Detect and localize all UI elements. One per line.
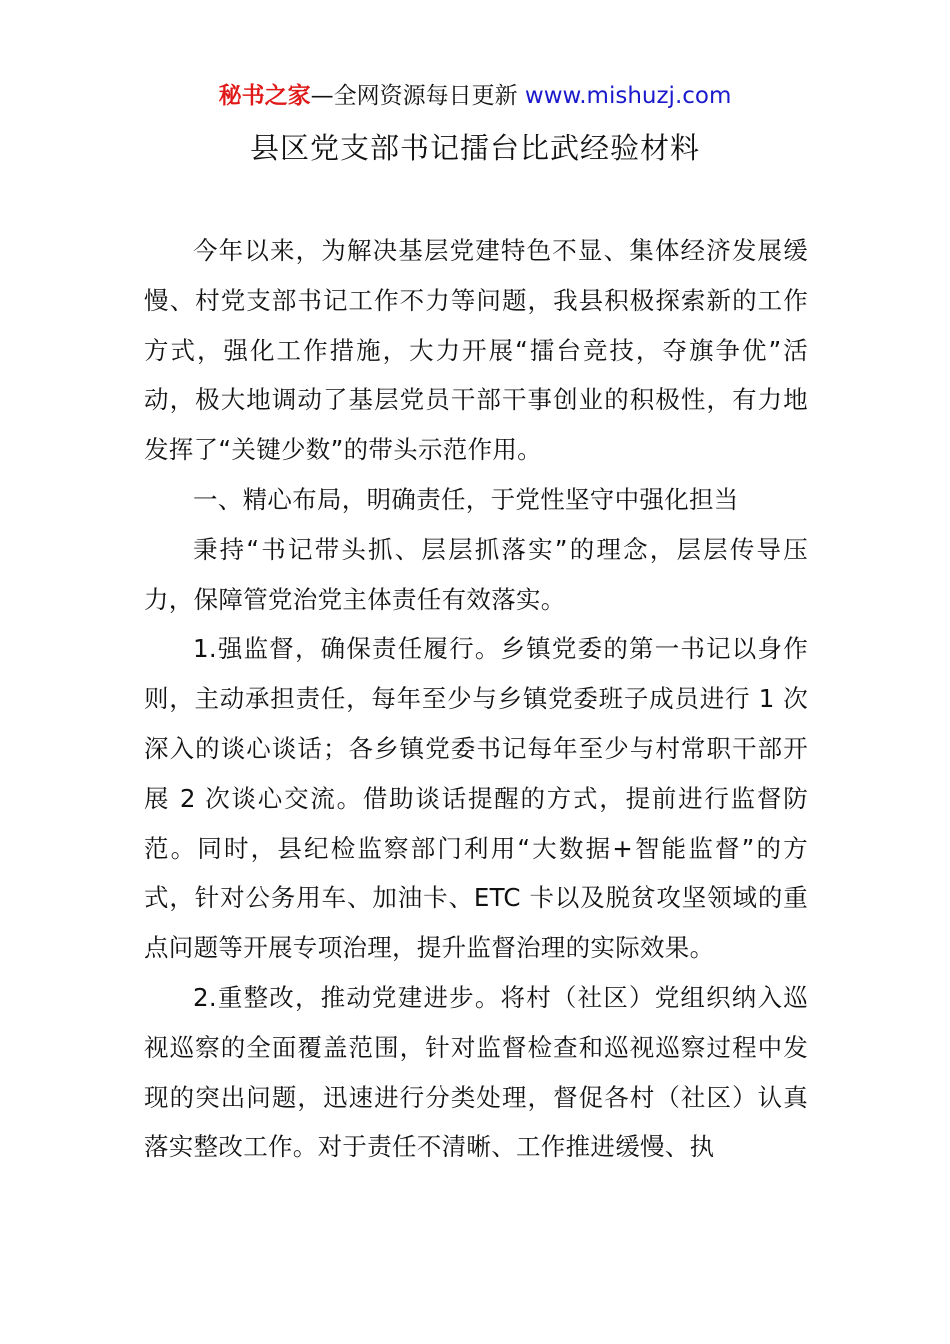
- paragraph-section-1-intro: 秉持“书记带头抓、层层抓落实”的理念，层层传导压力，保障管党治党主体责任有效落实。: [144, 534, 808, 614]
- site-url-link[interactable]: www.mishuzj.com: [524, 83, 732, 109]
- site-name: 秘书之家: [218, 83, 311, 109]
- document-body: [144, 226, 808, 1172]
- paragraph-intro: 今年以来，为解决基层党建特色不显、集体经济发展缓慢、村党支部书记工作不力等问题，我县积极探索新的工作方式，强化工作措施，大力开展“擂台竞技，夺旗争优”活动，极大地调动了基层党员干部干事创业的积极性，有力地发挥了“关键少数”的带头示范作用。: [144, 236, 808, 465]
- site-header: [0, 80, 950, 112]
- paragraph-item-2: 2.重整改，推动党建进步。将村（社区）党组织纳入巡视巡察的全面覆盖范围，针对监督检查和巡视巡察过程中发现的突出问题，迅速进行分类处理，督促各村（社区）认真落实整改工作。对于责任不清晰、工作推进缓慢、执: [144, 982, 808, 1162]
- document-title: 县区党支部书记擂台比武经验材料: [249, 131, 700, 165]
- section-heading-1: 一、精心布局，明确责任，于党性坚守中强化担当: [193, 484, 739, 514]
- paragraph-item-1: 1.强监督，确保责任履行。乡镇党委的第一书记以身作则，主动承担责任，每年至少与乡镇党委班子成员进行 1 次深入的谈心谈话；各乡镇党委书记每年至少与村常职干部开展 2 次谈心交流。借助谈话提醒的方式，提前进行监督防范。同时，县纪检监察部门利用“大数据+智能监督”的方式，针对公务用车、加油卡、ETC 卡以及脱贫攻坚领域的重点问题等开展专项治理，提升监督治理的实际效果。: [144, 634, 808, 963]
- site-tagline: —全网资源每日更新: [310, 83, 525, 109]
